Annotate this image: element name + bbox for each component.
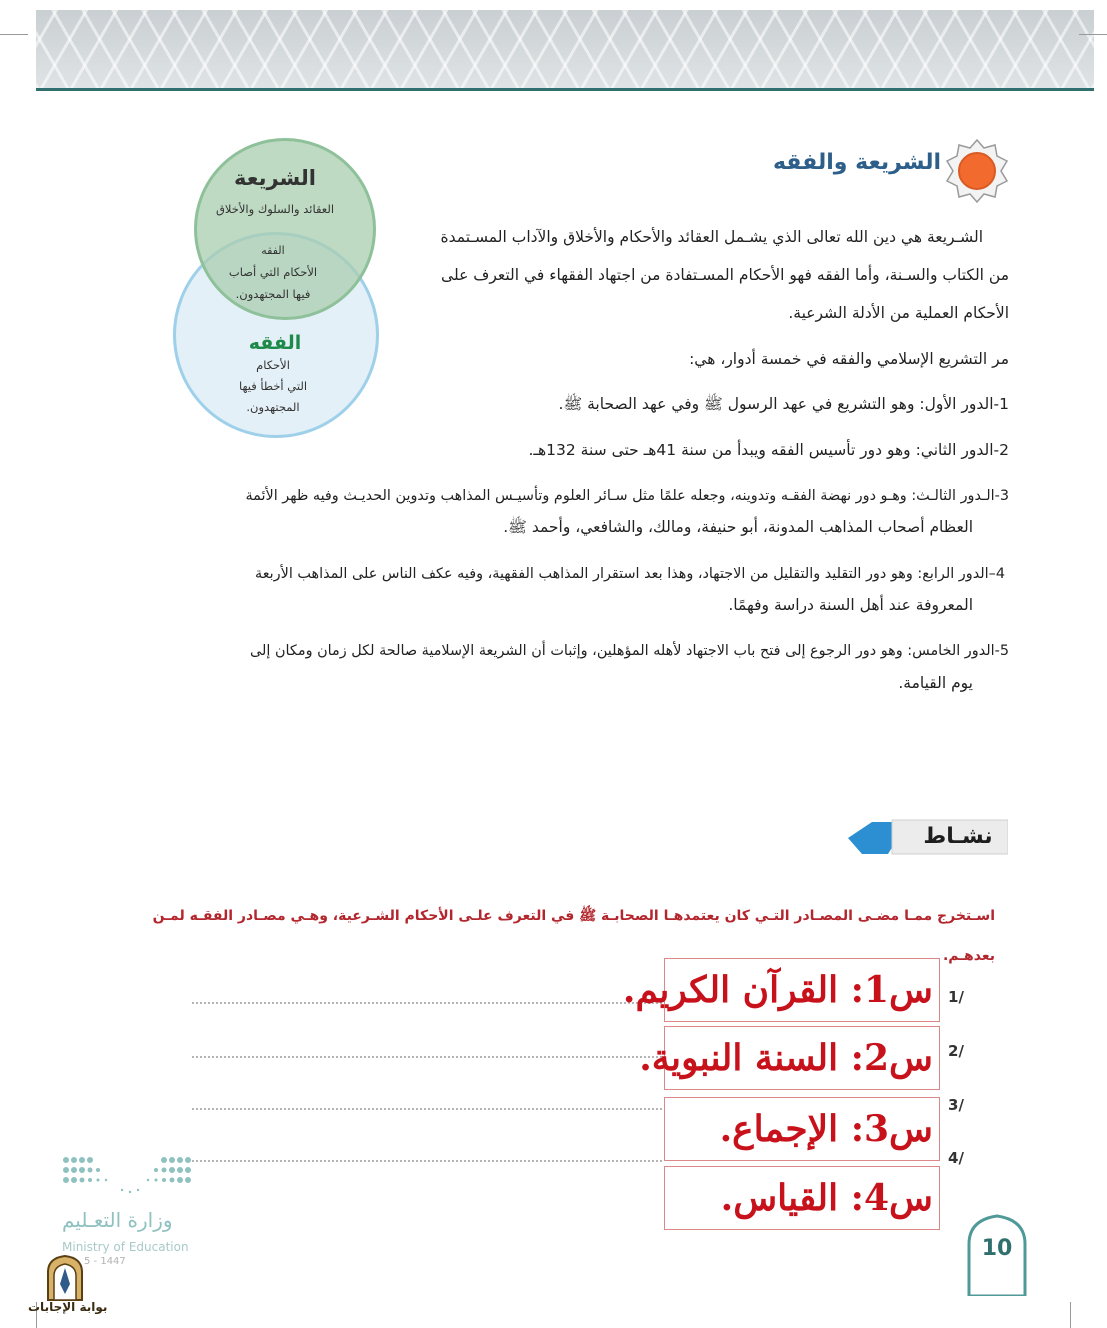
answer-number-2: /2 [948, 1042, 964, 1060]
venn-bottom-line2: التي أخطأ فيها [238, 379, 308, 393]
section-title: الشريعة والفقه [772, 150, 941, 175]
answer-line-1 [192, 1002, 662, 1004]
answer-number-3: /3 [948, 1096, 964, 1114]
answer-line-4 [192, 1160, 662, 1162]
stage-1: 1-الدور الأول: وهو التشريع في عهد الرسول ﷺ وفي عهد الصحابة ﷺ. [558, 395, 1009, 413]
stage-3-line-1: 3-الـدور الثالـث: وهـو دور نهضة الفقـه وتدوينه، وجعله علمًا مثل سـائر العلوم وتأسيـس المذاهب وتدوين الحديـث وفيه ظهر الأئمة [245, 488, 1009, 504]
crop-mark [1079, 34, 1107, 35]
stages-intro: مر التشريع الإسلامي والفقه في خمسة أدوار، هي: [689, 350, 1009, 368]
venn-bottom-line3: المجتهدون. [246, 400, 300, 414]
stage-4-line-2: المعروفة عند أهل السنة دراسة وفهمًا. [728, 596, 973, 614]
intro-line-2: من الكتاب والسـنة، وأما الفقه فهو الأحكام المسـتفادة من اجتهاد الفقهاء في التعرف على [441, 266, 1009, 284]
ministry-name-english: Ministry of Education [62, 1240, 189, 1254]
venn-bottom-line1: الأحكام [256, 358, 290, 372]
venn-top-title: الشريعة [234, 166, 316, 190]
page-number: 10 [981, 1236, 1013, 1261]
stage-2: 2-الدور الثاني: وهو دور تأسيس الفقه ويبدأ من سنة 41هـ حتى سنة 132هـ. [528, 441, 1009, 459]
ministry-name-arabic: وزارة التعـليم [62, 1208, 173, 1232]
activity-label: نشـاط [923, 824, 993, 849]
answer-number-4: /4 [948, 1149, 964, 1167]
stage-5-line-1: 5-الدور الخامس: وهو دور الرجوع إلى فتح باب الاجتهاد لأهله المؤهلين، وإثبات أن الشريعة الإسلامية صالحة لكل زمان ومكان إلى [250, 643, 1009, 659]
stage-4-line-1: 4–الدور الرابع: وهو دور التقليد والتقليل من الاجتهاد، وهذا بعد استقرار المذاهب الفقهية، وفيه عكف الناس على المذاهب الأربعة [255, 566, 1005, 582]
answer-line-3 [192, 1108, 662, 1110]
intro-line-1: الشـريعة هي دين الله تعالى الذي يشـمل العقائد والأحكام والأخلاق والآداب المسـتمدة [440, 228, 983, 246]
section-star-icon [944, 138, 1010, 204]
venn-top-subtitle: العقائد والسلوك والأخلاق [215, 202, 335, 216]
stage-3-line-2: العظام أصحاب المذاهب المدونة، أبو حنيفة، ومالك، والشافعي، وأحمد ﷺ. [503, 518, 973, 536]
intro-line-3: الأحكام العملية من الأدلة الشرعية. [788, 304, 1009, 322]
ministry-logo-icon [62, 1154, 198, 1198]
venn-bottom-title: الفقه [248, 332, 302, 354]
edition-year: 5 - 1447 [84, 1256, 126, 1267]
watermark-text: بوابة الإجابات [28, 1300, 108, 1314]
answer-line-2 [192, 1056, 662, 1058]
venn-mid-title: الفقه [261, 244, 285, 257]
crop-mark [1070, 1302, 1071, 1328]
answer-box-1: س1: القرآن الكريم. [664, 958, 940, 1022]
activity-instructions: اسـتخرج ممـا مضـى المصـادر التـي كان يعتمدهـا الصحابـة ﷺ في التعرف علـى الأحكام الشـرعية، وهـي مصـادر الفقـه لمـن بعدهـم. [152, 908, 995, 964]
crop-mark [0, 34, 28, 35]
venn-mid-line1: الأحكام التي أصاب [228, 265, 318, 279]
answer-box-2: س2: السنة النبوية. [664, 1026, 940, 1090]
answer-box-3: س3: الإجماع. [664, 1097, 940, 1161]
watermark-logo-icon [42, 1254, 88, 1302]
answer-number-1: /1 [948, 988, 964, 1006]
venn-mid-line2: فيها المجتهدون. [235, 287, 311, 301]
header-decoration [36, 10, 1094, 91]
answer-box-4: س4: القياس. [664, 1166, 940, 1230]
stage-5-line-2: يوم القيامة. [898, 674, 973, 692]
